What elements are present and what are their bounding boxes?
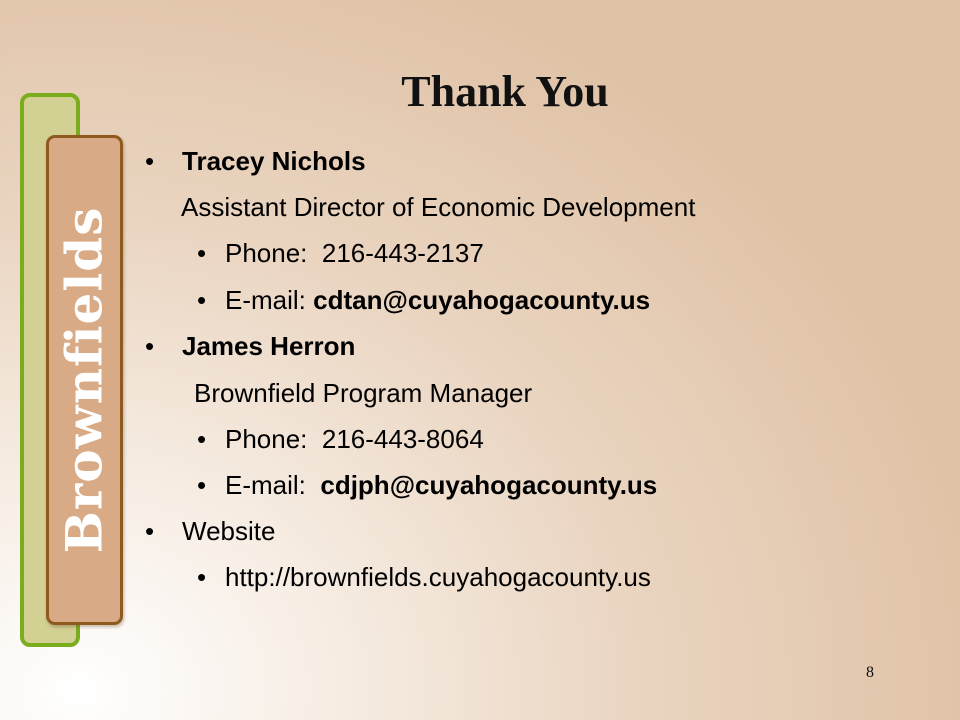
contact-phone-row — [225, 423, 484, 455]
phone-number: 216-443-2137 — [321, 238, 484, 268]
slide-title: Thank You — [401, 67, 609, 116]
contact-email-row — [225, 469, 657, 501]
phone-label: Phone: — [225, 238, 308, 268]
contact-role: Brownfield Program Manager — [194, 378, 533, 408]
bullet-icon: • — [197, 470, 207, 500]
contact-role: Assistant Director of Economic Development — [181, 192, 696, 222]
website-url[interactable]: http://brownfields.cuyahogacounty.us — [225, 562, 651, 592]
contact-name: Tracey Nichols — [182, 146, 366, 176]
email-address[interactable]: cdjph@cuyahogacounty.us — [320, 470, 658, 500]
bullet-icon: • — [197, 424, 207, 454]
website-label: Website — [182, 516, 276, 546]
sidebar-label: Brownfields — [54, 206, 114, 554]
bullet-icon: • — [145, 516, 155, 546]
email-label: E-mail: — [225, 285, 306, 315]
phone-label: Phone: — [225, 424, 308, 454]
bullet-icon: • — [197, 238, 207, 268]
email-label: E-mail: — [225, 470, 306, 500]
page-number: 8 — [866, 664, 874, 681]
email-address[interactable]: cdtan@cuyahogacounty.us — [313, 285, 651, 315]
contact-email-row — [225, 284, 650, 316]
bullet-icon: • — [197, 562, 207, 592]
bullet-icon: • — [145, 146, 155, 176]
bullet-icon: • — [197, 285, 207, 315]
contact-name: James Herron — [182, 331, 356, 361]
phone-number: 216-443-8064 — [321, 424, 484, 454]
contact-phone-row — [225, 237, 484, 269]
bullet-icon: • — [145, 331, 155, 361]
